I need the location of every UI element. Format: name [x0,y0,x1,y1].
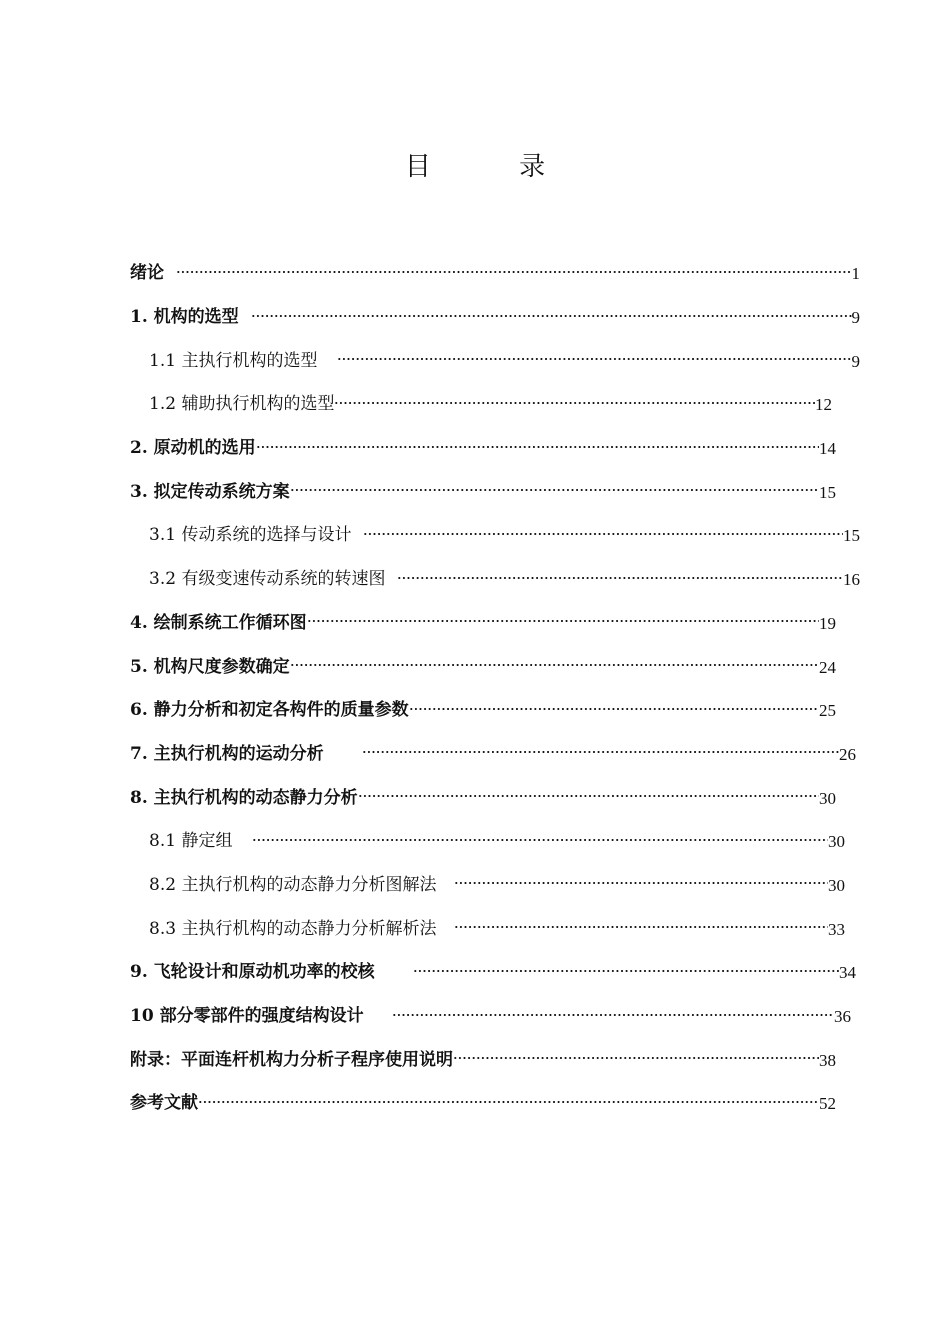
toc-dot-leader [337,350,851,368]
toc-entry-label: 1.1 主执行机构的选型 [149,350,318,371]
toc-entry-label: 10 部分零部件的强度结构设计 [130,1006,364,1027]
toc-entry-label: 绪论 [130,263,164,284]
toc-entry-page: 30 [828,875,845,895]
toc-entry-label: 1.2 辅助执行机构的选型 [149,394,335,415]
toc-dot-leader [198,1093,819,1111]
toc-entry-label: 8.2 主执行机构的动态静力分析图解法 [149,874,437,895]
toc-dot-leader [358,787,819,805]
toc-entry[interactable] [130,252,860,296]
toc-dot-leader [392,1006,834,1024]
toc-entry-label: 6. 静力分析和初定各构件的质量参数 [130,700,409,721]
toc-entry-page: 34 [839,963,856,983]
toc-entry[interactable] [130,776,836,820]
toc-entry[interactable] [130,995,851,1039]
toc-dot-leader [409,700,819,718]
toc-entry[interactable] [130,427,836,471]
toc-entry[interactable] [130,820,845,864]
toc-entry[interactable] [130,907,845,951]
toc-entry-page: 25 [819,701,836,721]
toc-entry-label: 8.3 主执行机构的动态静力分析解析法 [149,918,437,939]
toc-dot-leader [397,569,843,587]
toc-entry-page: 9 [851,308,860,328]
toc-dot-leader [176,263,852,281]
toc-title-char-1: 目 [404,152,431,182]
toc-entry-page: 1 [851,264,860,284]
toc-dot-leader [334,394,815,412]
toc-entry[interactable] [130,733,856,777]
toc-entry[interactable] [130,296,860,340]
toc-entry-label: 4. 绘制系统工作循环图 [130,612,307,633]
toc-entry[interactable] [130,558,860,602]
toc-entry-page: 33 [828,919,845,939]
toc-dot-leader [290,656,819,674]
toc-entry-page: 15 [819,482,836,502]
toc-entry-label: 参考文献 [130,1093,198,1114]
toc-dot-leader [454,918,828,936]
toc-entry[interactable] [130,864,845,908]
toc-entry-page: 15 [843,526,860,546]
toc-entry-page: 36 [834,1007,851,1027]
toc-entry-page: 19 [819,613,836,633]
toc-entry-label: 8.1 静定组 [149,831,233,852]
toc-title-char-2: 录 [519,152,546,182]
toc-entry-page: 26 [839,744,856,764]
toc-entry[interactable] [130,951,856,995]
toc-entry[interactable] [130,383,832,427]
toc-entry-page: 14 [819,439,836,459]
toc-dot-leader [363,525,843,543]
toc-entry-page: 38 [819,1050,836,1070]
toc-dot-leader [453,1049,819,1067]
toc-entry-label: 附录：平面连杆机构力分析子程序使用说明 [130,1049,453,1070]
toc-dot-leader [454,874,828,892]
toc-entry[interactable] [130,514,860,558]
toc-entry-label: 8. 主执行机构的动态静力分析 [130,787,358,808]
toc-entry[interactable] [130,1038,836,1082]
toc-entry-page: 16 [843,570,860,590]
toc-entry[interactable] [130,689,836,733]
toc-entry[interactable] [130,1082,836,1126]
toc-title [0,146,950,183]
toc-entry-label: 3.2 有级变速传动系统的转速图 [149,569,386,590]
toc-entry-page: 30 [819,788,836,808]
toc-dot-leader [290,481,819,499]
table-of-contents [130,252,860,1126]
toc-entry-label: 3.1 传动系统的选择与设计 [149,525,352,546]
toc-entry-label: 7. 主执行机构的运动分析 [130,743,324,764]
toc-entry-label: 2. 原动机的选用 [130,438,256,459]
toc-entry[interactable] [130,339,860,383]
toc-dot-leader [413,962,839,980]
toc-dot-leader [256,438,819,456]
toc-dot-leader [252,831,828,849]
toc-entry-page: 12 [815,395,832,415]
toc-dot-leader [362,743,839,761]
toc-entry-page: 52 [819,1094,836,1114]
toc-entry-label: 3. 拟定传动系统方案 [130,481,290,502]
toc-entry[interactable] [130,602,836,646]
toc-dot-leader [307,612,819,630]
toc-entry[interactable] [130,645,836,689]
toc-entry-page: 30 [828,832,845,852]
toc-entry-page: 24 [819,657,836,677]
toc-entry-page: 9 [851,351,860,371]
toc-entry-label: 5. 机构尺度参数确定 [130,656,290,677]
toc-entry-label: 9. 飞轮设计和原动机功率的校核 [130,962,375,983]
toc-entry-label: 1. 机构的选型 [130,307,239,328]
toc-dot-leader [251,307,852,325]
toc-entry[interactable] [130,470,836,514]
